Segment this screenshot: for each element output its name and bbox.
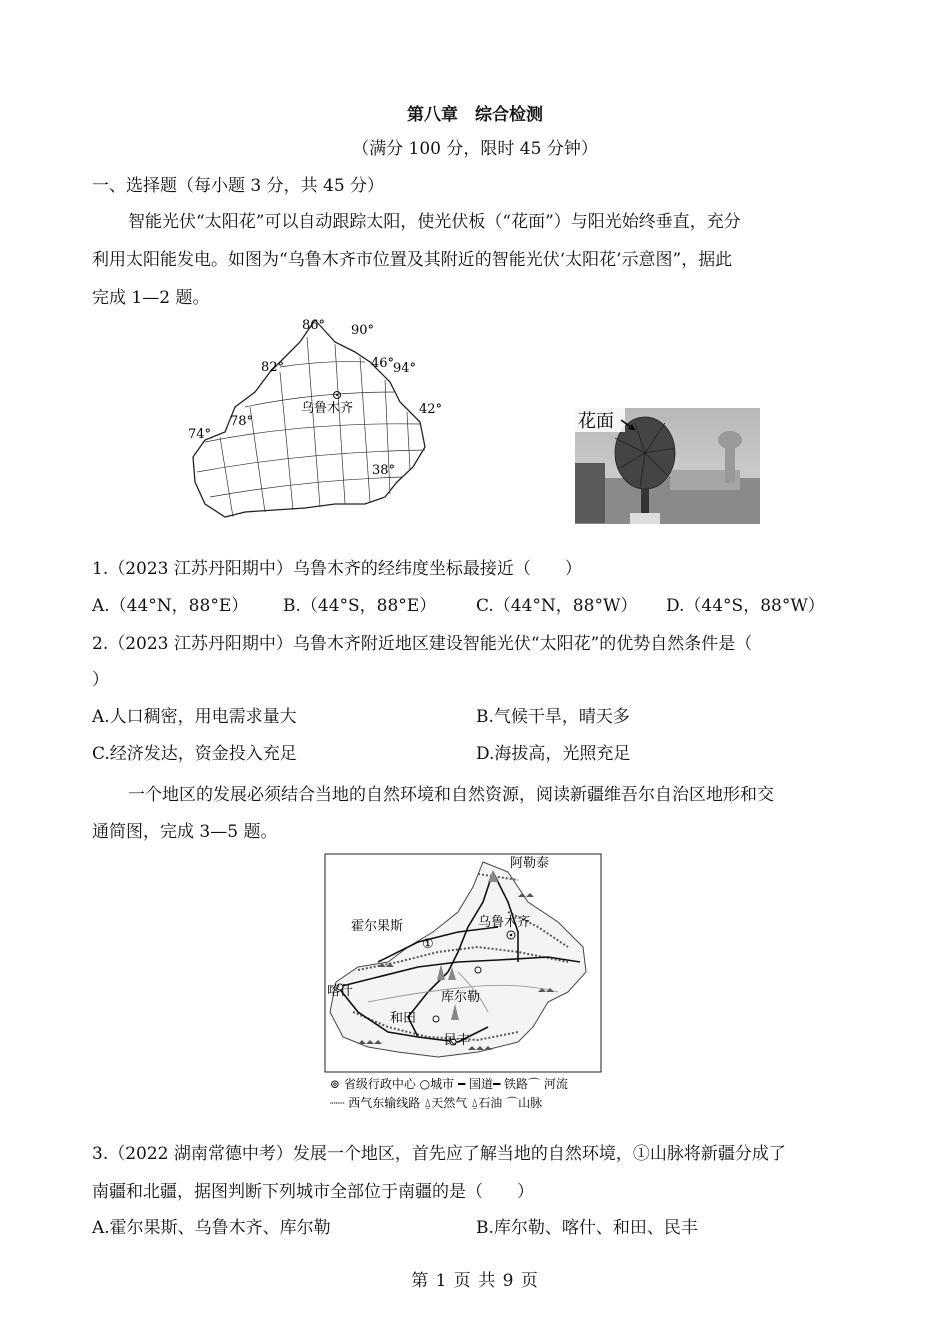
page-title: 第八章 综合检测 [407, 105, 543, 125]
passage2-line-2: 通简图，完成 3—5 题。 [92, 822, 278, 842]
q1-stem: 1.（2023 江苏丹阳期中）乌鲁木齐的经纬度坐标最接近（ ） [92, 559, 582, 579]
map1-label: 82° [261, 360, 285, 375]
q1-option-b[interactable]: B.（44°S，88°E） [283, 596, 437, 616]
q3-option-b[interactable]: B.库尔勒、喀什、和田、民丰 [476, 1218, 698, 1238]
xinjiang-transport-map [318, 852, 608, 1117]
map2-legend-line-1: ⊚ 省级行政中心 ○城市 ━ 国道━ 铁路⌒ 河流 [330, 1077, 568, 1091]
q3-stem-line-1: 3.（2022 湖南常德中考）发展一个地区，首先应了解当地的自然环境，①山脉将新疆分成了 [92, 1144, 786, 1164]
urumqi-location-map [185, 312, 455, 527]
map1-label: 78° [230, 414, 254, 429]
mountain-marker-1: ① [422, 937, 434, 952]
map1-label: 86° [302, 318, 326, 333]
q1-option-c[interactable]: C.（44°N，88°W） [476, 596, 638, 616]
q2-option-d[interactable]: D.海拔高，光照充足 [476, 744, 631, 764]
map1-label: 42° [419, 402, 443, 417]
q3-stem-line-2: 南疆和北疆，据图判断下列城市全部位于南疆的是（ ） [92, 1182, 534, 1202]
section-heading: 一、选择题（每小题 3 分，共 45 分） [92, 176, 385, 196]
map1-label: 94° [393, 361, 417, 376]
city-label-horgos: 霍尔果斯 [351, 919, 404, 934]
passage2-line-1: 一个地区的发展必须结合当地的自然环境和自然资源，阅读新疆维吾尔自治区地形和交 [128, 785, 774, 805]
city-label-urumqi: 乌鲁木齐 [478, 915, 531, 930]
flower-surface-label: 花面 [578, 411, 614, 432]
map1-label: 74° [188, 427, 212, 442]
q2-option-c[interactable]: C.经济发达，资金投入充足 [92, 744, 297, 764]
map1-label: 38° [372, 463, 396, 478]
sunflower-photo [575, 408, 760, 524]
city-label-hotan: 和田 [390, 1011, 417, 1026]
intro-line-1: 智能光伏“太阳花”可以自动跟踪太阳，使光伏板（“花面”）与阳光始终垂直，充分 [128, 212, 741, 232]
city-label-kashgar: 喀什 [327, 984, 354, 999]
q1-option-d[interactable]: D.（44°S，88°W） [666, 596, 825, 616]
intro-line-2: 利用太阳能发电。如图为“乌鲁木齐市位置及其附近的智能光伏‘太阳花’示意图”，据此 [92, 250, 733, 270]
map2-legend-line-2: ┈┈ 西气东输线路 ⍙天然气 ⍙石油 ⌒山脉 [330, 1096, 543, 1110]
city-label-minfeng: 民丰 [444, 1033, 471, 1048]
q1-option-a[interactable]: A.（44°N，88°E） [92, 596, 249, 616]
map1-label: 46° [371, 356, 395, 371]
q2-stem-line-2: ） [92, 670, 109, 690]
page-subtitle: （满分 100 分，限时 45 分钟） [352, 139, 598, 159]
city-label-korla: 库尔勒 [441, 990, 481, 1005]
page-number: 第 1 页 共 9 页 [411, 1271, 539, 1291]
q3-option-a[interactable]: A.霍尔果斯、乌鲁木齐、库尔勒 [92, 1218, 331, 1238]
xinjiang-outline [193, 320, 425, 517]
q2-option-a[interactable]: A.人口稠密，用电需求量大 [92, 707, 297, 727]
q2-stem-line-1: 2.（2023 江苏丹阳期中）乌鲁木齐附近地区建设智能光伏“太阳花”的优势自然条件是（ [92, 634, 753, 654]
q2-option-b[interactable]: B.气候干旱，晴天多 [476, 707, 630, 727]
map1-label: 乌鲁木齐 [301, 401, 354, 416]
city-label-altay: 阿勒泰 [510, 856, 550, 871]
intro-line-3: 完成 1—2 题。 [92, 288, 210, 308]
map1-label: 90° [351, 323, 375, 338]
